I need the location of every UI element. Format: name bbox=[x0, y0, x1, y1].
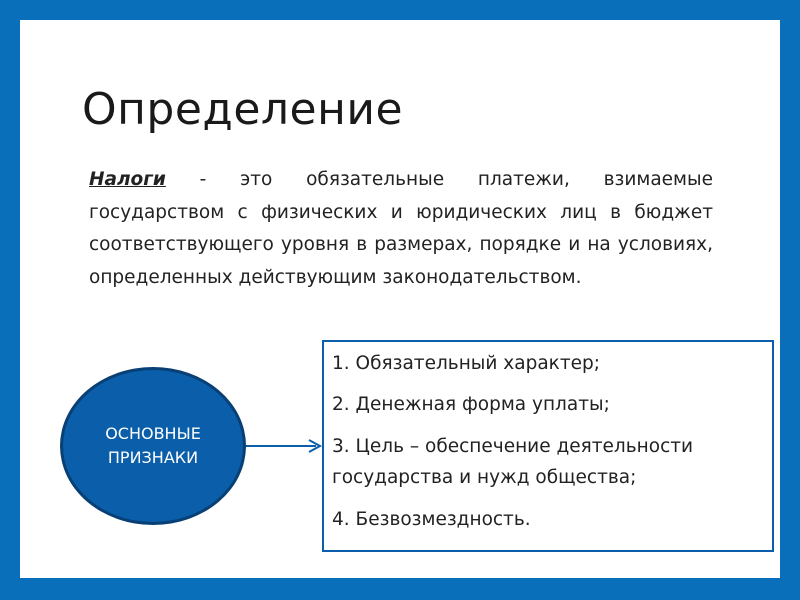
features-box bbox=[322, 340, 774, 552]
feature-item-3: 3. Цель – обеспечение деятельности государства и нужд общества; bbox=[332, 436, 694, 488]
definition-text: - это обязательные платежи, взимаемые государством с физических и юридических лиц в бюджет соответствующего уровня в размерах, порядке и на условиях, определенных действующим законодательством. bbox=[89, 169, 713, 288]
feature-item-2: 2. Денежная форма уплаты; bbox=[332, 394, 610, 415]
slide-canvas bbox=[20, 20, 780, 578]
features-list bbox=[324, 342, 772, 534]
definition-term: Налоги bbox=[89, 169, 166, 190]
main-features-label: ОСНОВНЫЕ ПРИЗНАКИ bbox=[105, 424, 201, 467]
feature-item-4: 4. Безвозмездность. bbox=[332, 509, 531, 530]
feature-item-1: 1. Обязательный характер; bbox=[332, 353, 600, 374]
slide-title: Определение bbox=[82, 84, 404, 135]
